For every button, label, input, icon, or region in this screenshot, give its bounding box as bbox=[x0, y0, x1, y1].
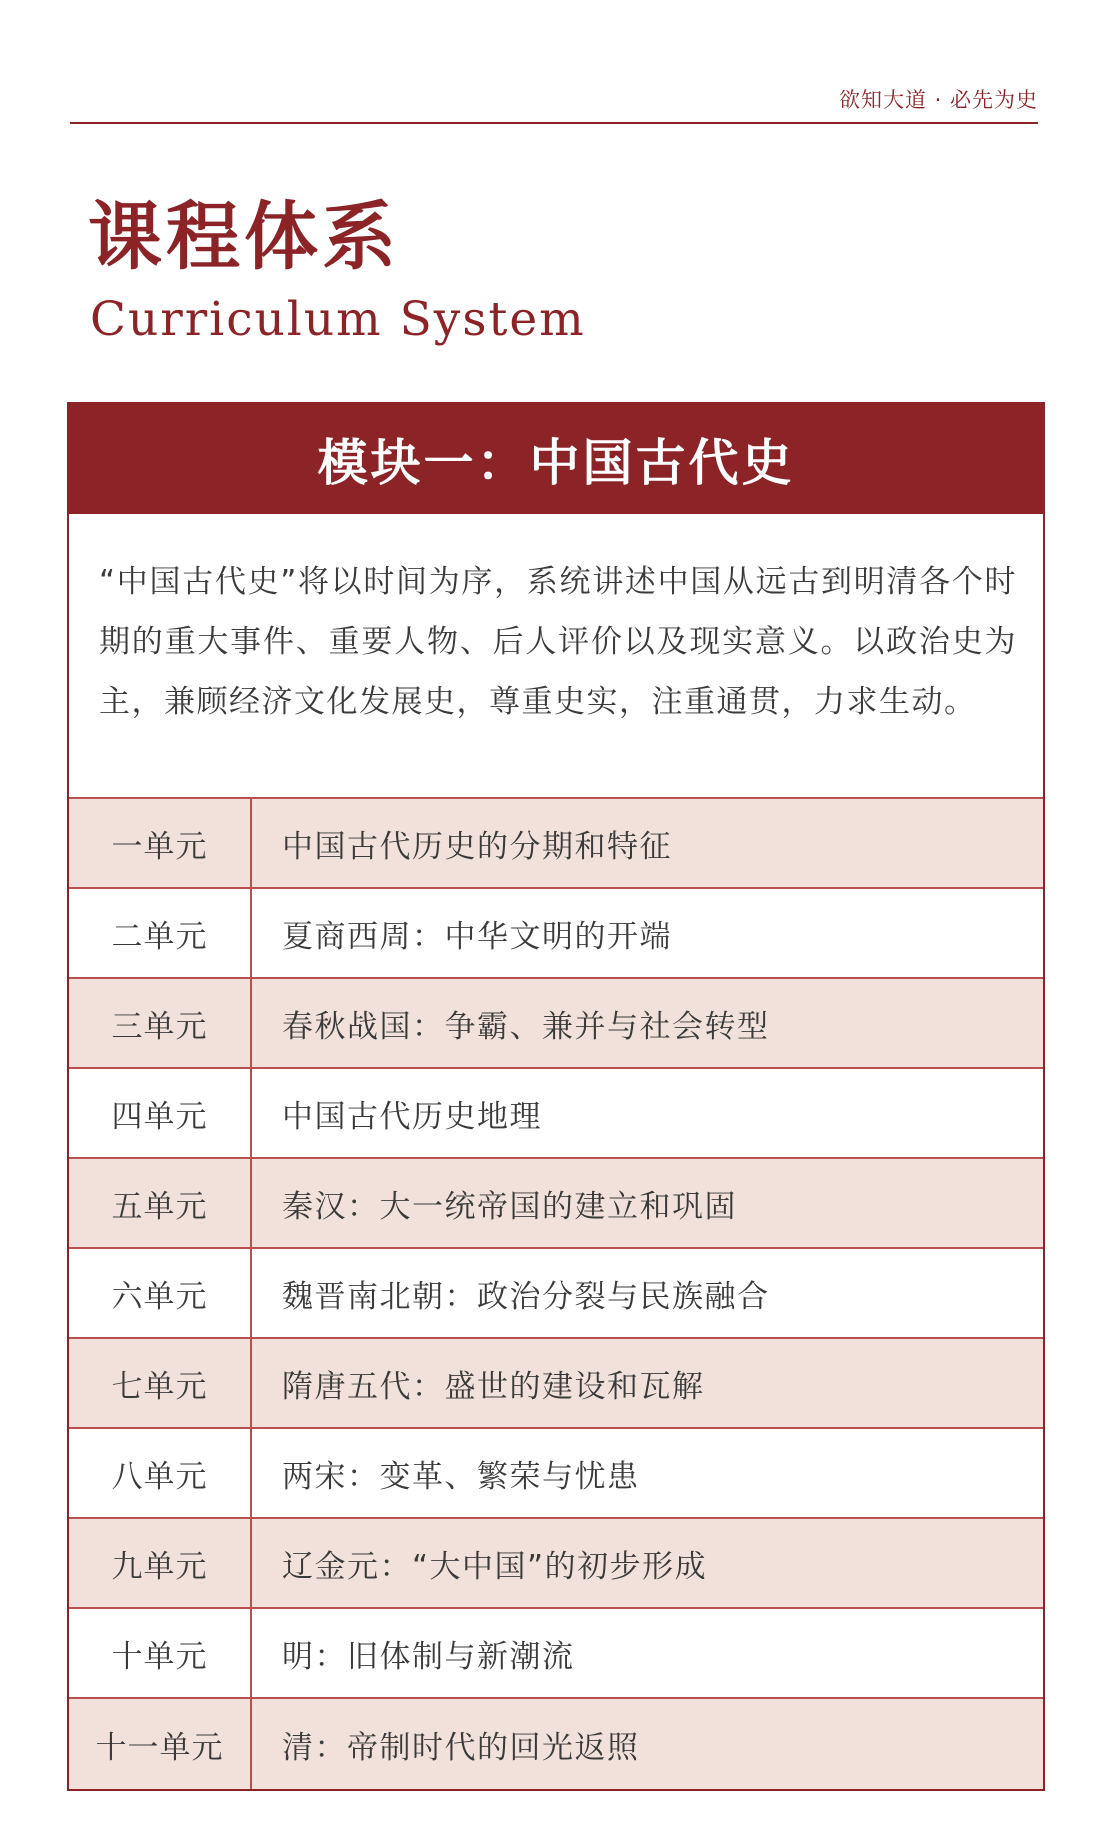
unit-number: 十单元 bbox=[69, 1609, 252, 1697]
unit-row bbox=[69, 889, 1043, 979]
unit-title: 中国古代历史的分期和特征 bbox=[282, 828, 672, 865]
unit-number: 二单元 bbox=[69, 889, 252, 977]
unit-row bbox=[69, 1609, 1043, 1699]
unit-number: 七单元 bbox=[69, 1339, 252, 1427]
header-divider bbox=[70, 122, 1038, 124]
unit-title: 春秋战国：争霸、兼并与社会转型 bbox=[282, 1008, 770, 1045]
unit-row bbox=[69, 799, 1043, 889]
module-table bbox=[67, 402, 1045, 1791]
unit-number: 八单元 bbox=[69, 1429, 252, 1517]
unit-row bbox=[69, 1339, 1043, 1429]
unit-row bbox=[69, 1699, 1043, 1789]
unit-number: 六单元 bbox=[69, 1249, 252, 1337]
section-subtitle: Curriculum System bbox=[90, 292, 586, 347]
unit-title: 隋唐五代：盛世的建设和瓦解 bbox=[282, 1368, 705, 1405]
unit-title: 清：帝制时代的回光返照 bbox=[282, 1729, 640, 1766]
unit-number: 三单元 bbox=[69, 979, 252, 1067]
unit-number: 一单元 bbox=[69, 799, 252, 887]
unit-number: 五单元 bbox=[69, 1159, 252, 1247]
module-description: “中国古代史”将以时间为序，系统讲述中国从远古到明清各个时期的重大事件、重要人物、后人评价以及现实意义。以政治史为主，兼顾经济文化发展史，尊重史实，注重通贯，力求生动。 bbox=[69, 514, 1043, 799]
unit-row bbox=[69, 979, 1043, 1069]
unit-title: 魏晋南北朝：政治分裂与民族融合 bbox=[282, 1278, 770, 1315]
header-motto: 欲知大道 · 必先为史 bbox=[838, 88, 1038, 112]
unit-row bbox=[69, 1069, 1043, 1159]
module-title: 模块一：中国古代史 bbox=[69, 404, 1043, 514]
unit-title: 两宋：变革、繁荣与忧患 bbox=[282, 1458, 640, 1495]
unit-number: 九单元 bbox=[69, 1519, 252, 1607]
unit-row bbox=[69, 1519, 1043, 1609]
unit-title: 夏商西周：中华文明的开端 bbox=[282, 918, 672, 955]
unit-row bbox=[69, 1249, 1043, 1339]
unit-title: 秦汉：大一统帝国的建立和巩固 bbox=[282, 1188, 737, 1225]
unit-title: 明：旧体制与新潮流 bbox=[282, 1638, 575, 1675]
unit-number: 十一单元 bbox=[69, 1699, 252, 1789]
unit-title: 中国古代历史地理 bbox=[282, 1098, 542, 1135]
unit-row bbox=[69, 1159, 1043, 1249]
unit-row bbox=[69, 1429, 1043, 1519]
section-title: 课程体系 bbox=[88, 194, 400, 280]
unit-number: 四单元 bbox=[69, 1069, 252, 1157]
unit-title: 辽金元：“大中国”的初步形成 bbox=[282, 1548, 708, 1585]
